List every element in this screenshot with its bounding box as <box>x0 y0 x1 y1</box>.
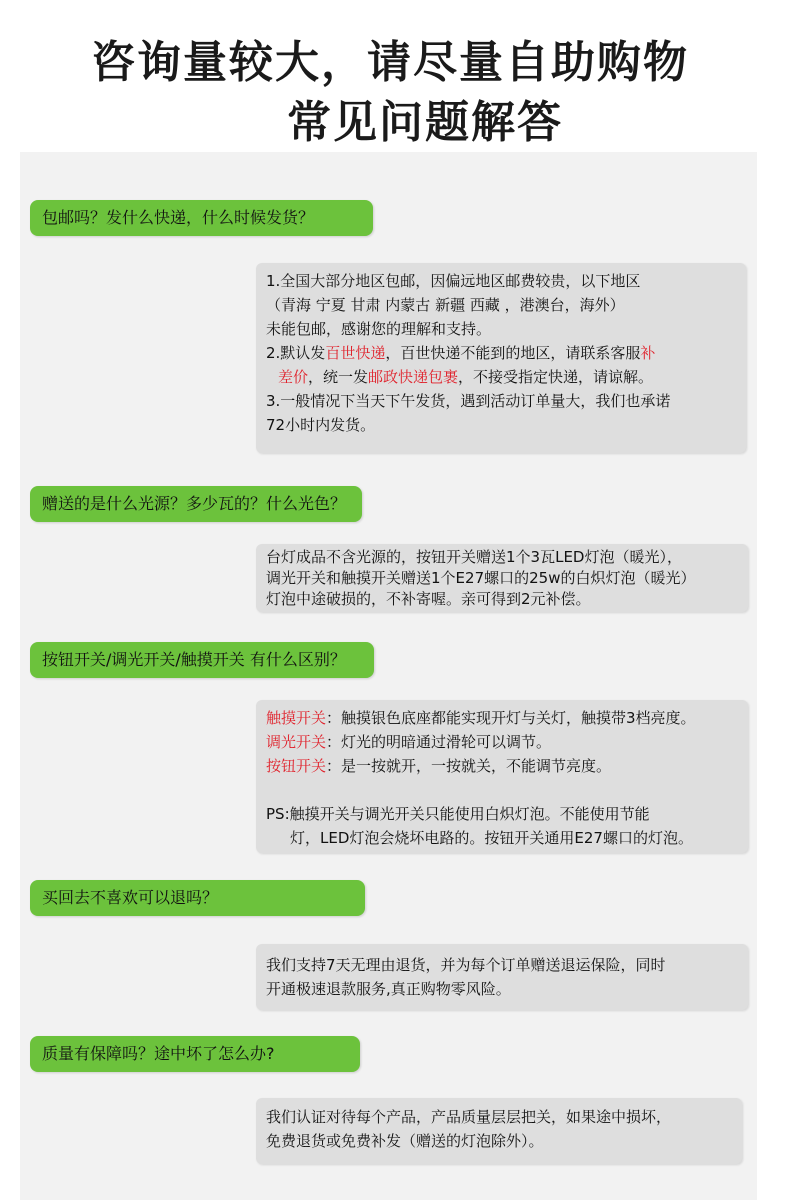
faq-answer-light-source <box>256 544 748 612</box>
faq-question-quality: 质量有保障吗？途中坏了怎么办? <box>30 1036 360 1072</box>
switch-name-dimmer: 调光开关 <box>266 733 327 751</box>
answer-line: 灯，LED灯泡会烧坏电路的。按钮开关通用E27螺口的灯泡。 <box>290 829 693 847</box>
answer-line: 调光开关和触摸开关赠送1个E27螺口的25w的白炽灯泡（暖光） <box>266 569 696 587</box>
faq-question-switch-types: 按钮开关/调光开关/触摸开关 有什么区别？ <box>30 642 374 678</box>
faq-question-light-source: 赠送的是什么光源？多少瓦的？什么光色？ <box>30 486 362 522</box>
highlight-text: 补 <box>640 344 656 362</box>
faq-answer-returns <box>256 944 748 1010</box>
faq-answer-quality <box>256 1098 742 1164</box>
answer-line: 调光开关：灯光的明暗通过滑轮可以调节。 <box>266 733 552 751</box>
switch-name-touch: 触摸开关 <box>266 709 327 727</box>
faq-answer-shipping <box>256 263 746 453</box>
answer-line: 灯泡中途破损的，不补寄喔。亲可得到2元补偿。 <box>266 590 591 608</box>
answer-line: PS:触摸开关与调光开关只能使用白炽灯泡。不能使用节能 <box>266 805 650 823</box>
answer-line: 未能包邮，感谢您的理解和支持。 <box>266 320 492 338</box>
answer-line: 免费退货或免费补发（赠送的灯泡除外）。 <box>266 1132 544 1150</box>
answer-line: 按钮开关：是一按就开，一按就关，不能调节亮度。 <box>266 757 612 775</box>
answer-line: 我们认证对待每个产品，产品质量层层把关，如果途中损坏， <box>266 1108 672 1126</box>
answer-line: 差价，统一发邮政快递包裹，不接受指定快递，请谅解。 <box>278 368 654 386</box>
answer-line: 3.一般情况下当天下午发货，遇到活动订单量大，我们也承诺 <box>266 392 671 410</box>
faq-question-shipping: 包邮吗？发什么快递，什么时候发货？ <box>30 200 373 236</box>
page-title: 咨询量较大，请尽量自助购物 <box>91 37 689 88</box>
answer-line: 我们支持7天无理由退货，并为每个订单赠送退运保险，同时 <box>266 956 666 974</box>
answer-line: 2.默认发百世快递，百世快递不能到的地区，请联系客服补 <box>266 344 656 362</box>
highlight-text: 差价 <box>278 368 309 386</box>
answer-line: 台灯成品不含光源的，按钮开关赠送1个3瓦LED灯泡（暖光）， <box>266 548 682 566</box>
page-subtitle: 常见问题解答 <box>287 97 563 148</box>
answer-line: 开通极速退款服务,真正购物零风险。 <box>266 980 511 998</box>
answer-line: 触摸开关：触摸银色底座都能实现开灯与关灯，触摸带3档亮度。 <box>266 709 696 727</box>
faq-question-returns: 买回去不喜欢可以退吗？ <box>30 880 365 916</box>
answer-line: 72小时内发货。 <box>266 416 376 434</box>
spacer <box>266 778 738 802</box>
faq-answer-switch-types <box>256 700 748 853</box>
highlight-courier: 百世快递 <box>325 344 386 362</box>
answer-line: 1.全国大部分地区包邮，因偏远地区邮费较贵，以下地区 <box>266 272 641 290</box>
answer-line: （青海 宁夏 甘肃 内蒙古 新疆 西藏 ，港澳台，海外） <box>266 296 625 314</box>
highlight-post: 邮政快递包裹 <box>368 368 459 386</box>
switch-name-button: 按钮开关 <box>266 757 327 775</box>
